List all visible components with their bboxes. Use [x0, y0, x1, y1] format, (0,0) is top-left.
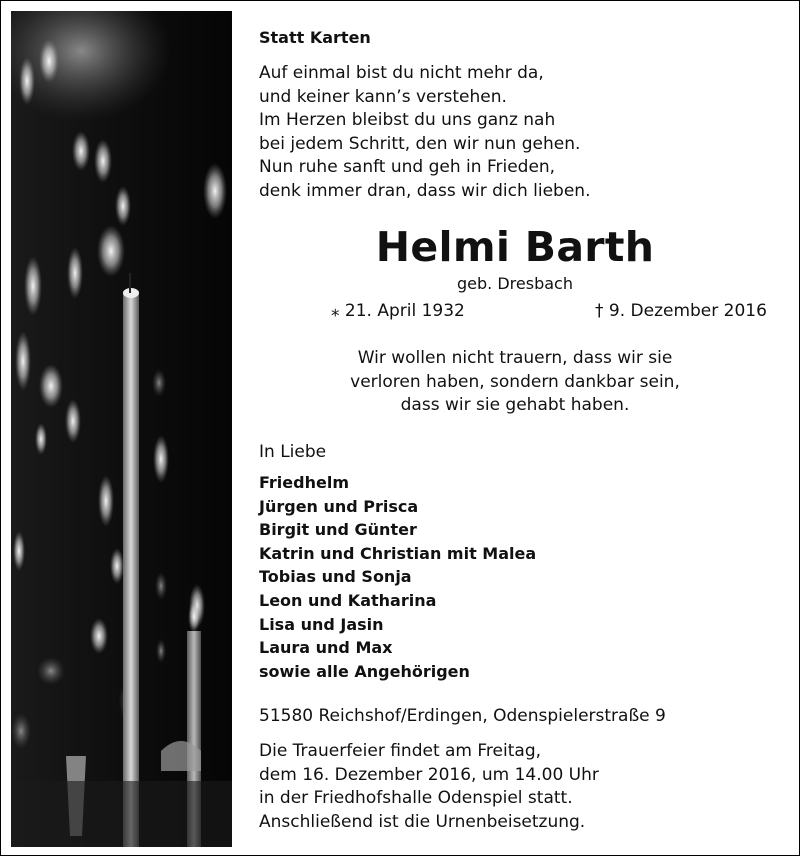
ceremony-line: Anschließend ist die Urnenbeisetzung.: [259, 811, 586, 832]
mourner-entry: sowie alle Angehörigen: [259, 661, 470, 681]
mourner-entry: Katrin und Christian mit Malea: [259, 543, 537, 563]
poem: [259, 62, 590, 203]
death-date: † 9. Dezember 2016: [595, 301, 767, 321]
poem-line: denk immer dran, dass wir dich lieben.: [259, 180, 591, 201]
mourner-entry: Jürgen und Prisca: [259, 496, 419, 516]
quote-line: dass wir sie gehabt haben.: [400, 395, 630, 415]
mourner-entry: Birgit und Günter: [259, 520, 417, 540]
quote-line: Wir wollen nicht trauern, dass wir sie: [357, 348, 673, 368]
mourner-entry: Friedhelm: [259, 473, 349, 492]
candles-photo: [11, 11, 232, 847]
mourner-entry: Tobias und Sonja: [259, 567, 412, 587]
in-love-label: In Liebe: [259, 442, 327, 462]
mourner-entry: Lisa und Jasin: [259, 614, 384, 634]
mourners-list: [259, 471, 536, 683]
poem-line: Nun ruhe sanft und geh in Frieden,: [259, 157, 556, 177]
mourner-entry: Laura und Max: [259, 638, 393, 658]
notice-heading: Statt Karten: [259, 28, 371, 47]
ceremony-info: [259, 740, 599, 834]
poem-line: Im Herzen bleibst du uns ganz nah: [259, 110, 556, 130]
birth-date: ⁎ 21. April 1932: [331, 301, 465, 321]
ceremony-line: dem 16. Dezember 2016, um 14.00 Uhr: [259, 764, 599, 785]
quote: [259, 347, 771, 418]
ceremony-line: Die Trauerfeier findet am Freitag,: [259, 741, 542, 761]
poem-line: und keiner kann’s verstehen.: [259, 86, 507, 107]
deceased-name: Helmi Barth: [375, 223, 655, 271]
maiden-name: geb. Dresbach: [457, 274, 573, 293]
quote-line: verloren haben, sondern dankbar sein,: [350, 371, 680, 392]
poem-line: bei jedem Schritt, den wir nun gehen.: [259, 133, 581, 154]
ceremony-line: in der Friedhofshalle Odenspiel statt.: [259, 788, 573, 808]
mourner-entry: Leon und Katharina: [259, 590, 437, 610]
poem-line: Auf einmal bist du nicht mehr da,: [259, 63, 544, 83]
address: 51580 Reichshof/Erdingen, Odenspielerstraße 9: [259, 706, 666, 726]
